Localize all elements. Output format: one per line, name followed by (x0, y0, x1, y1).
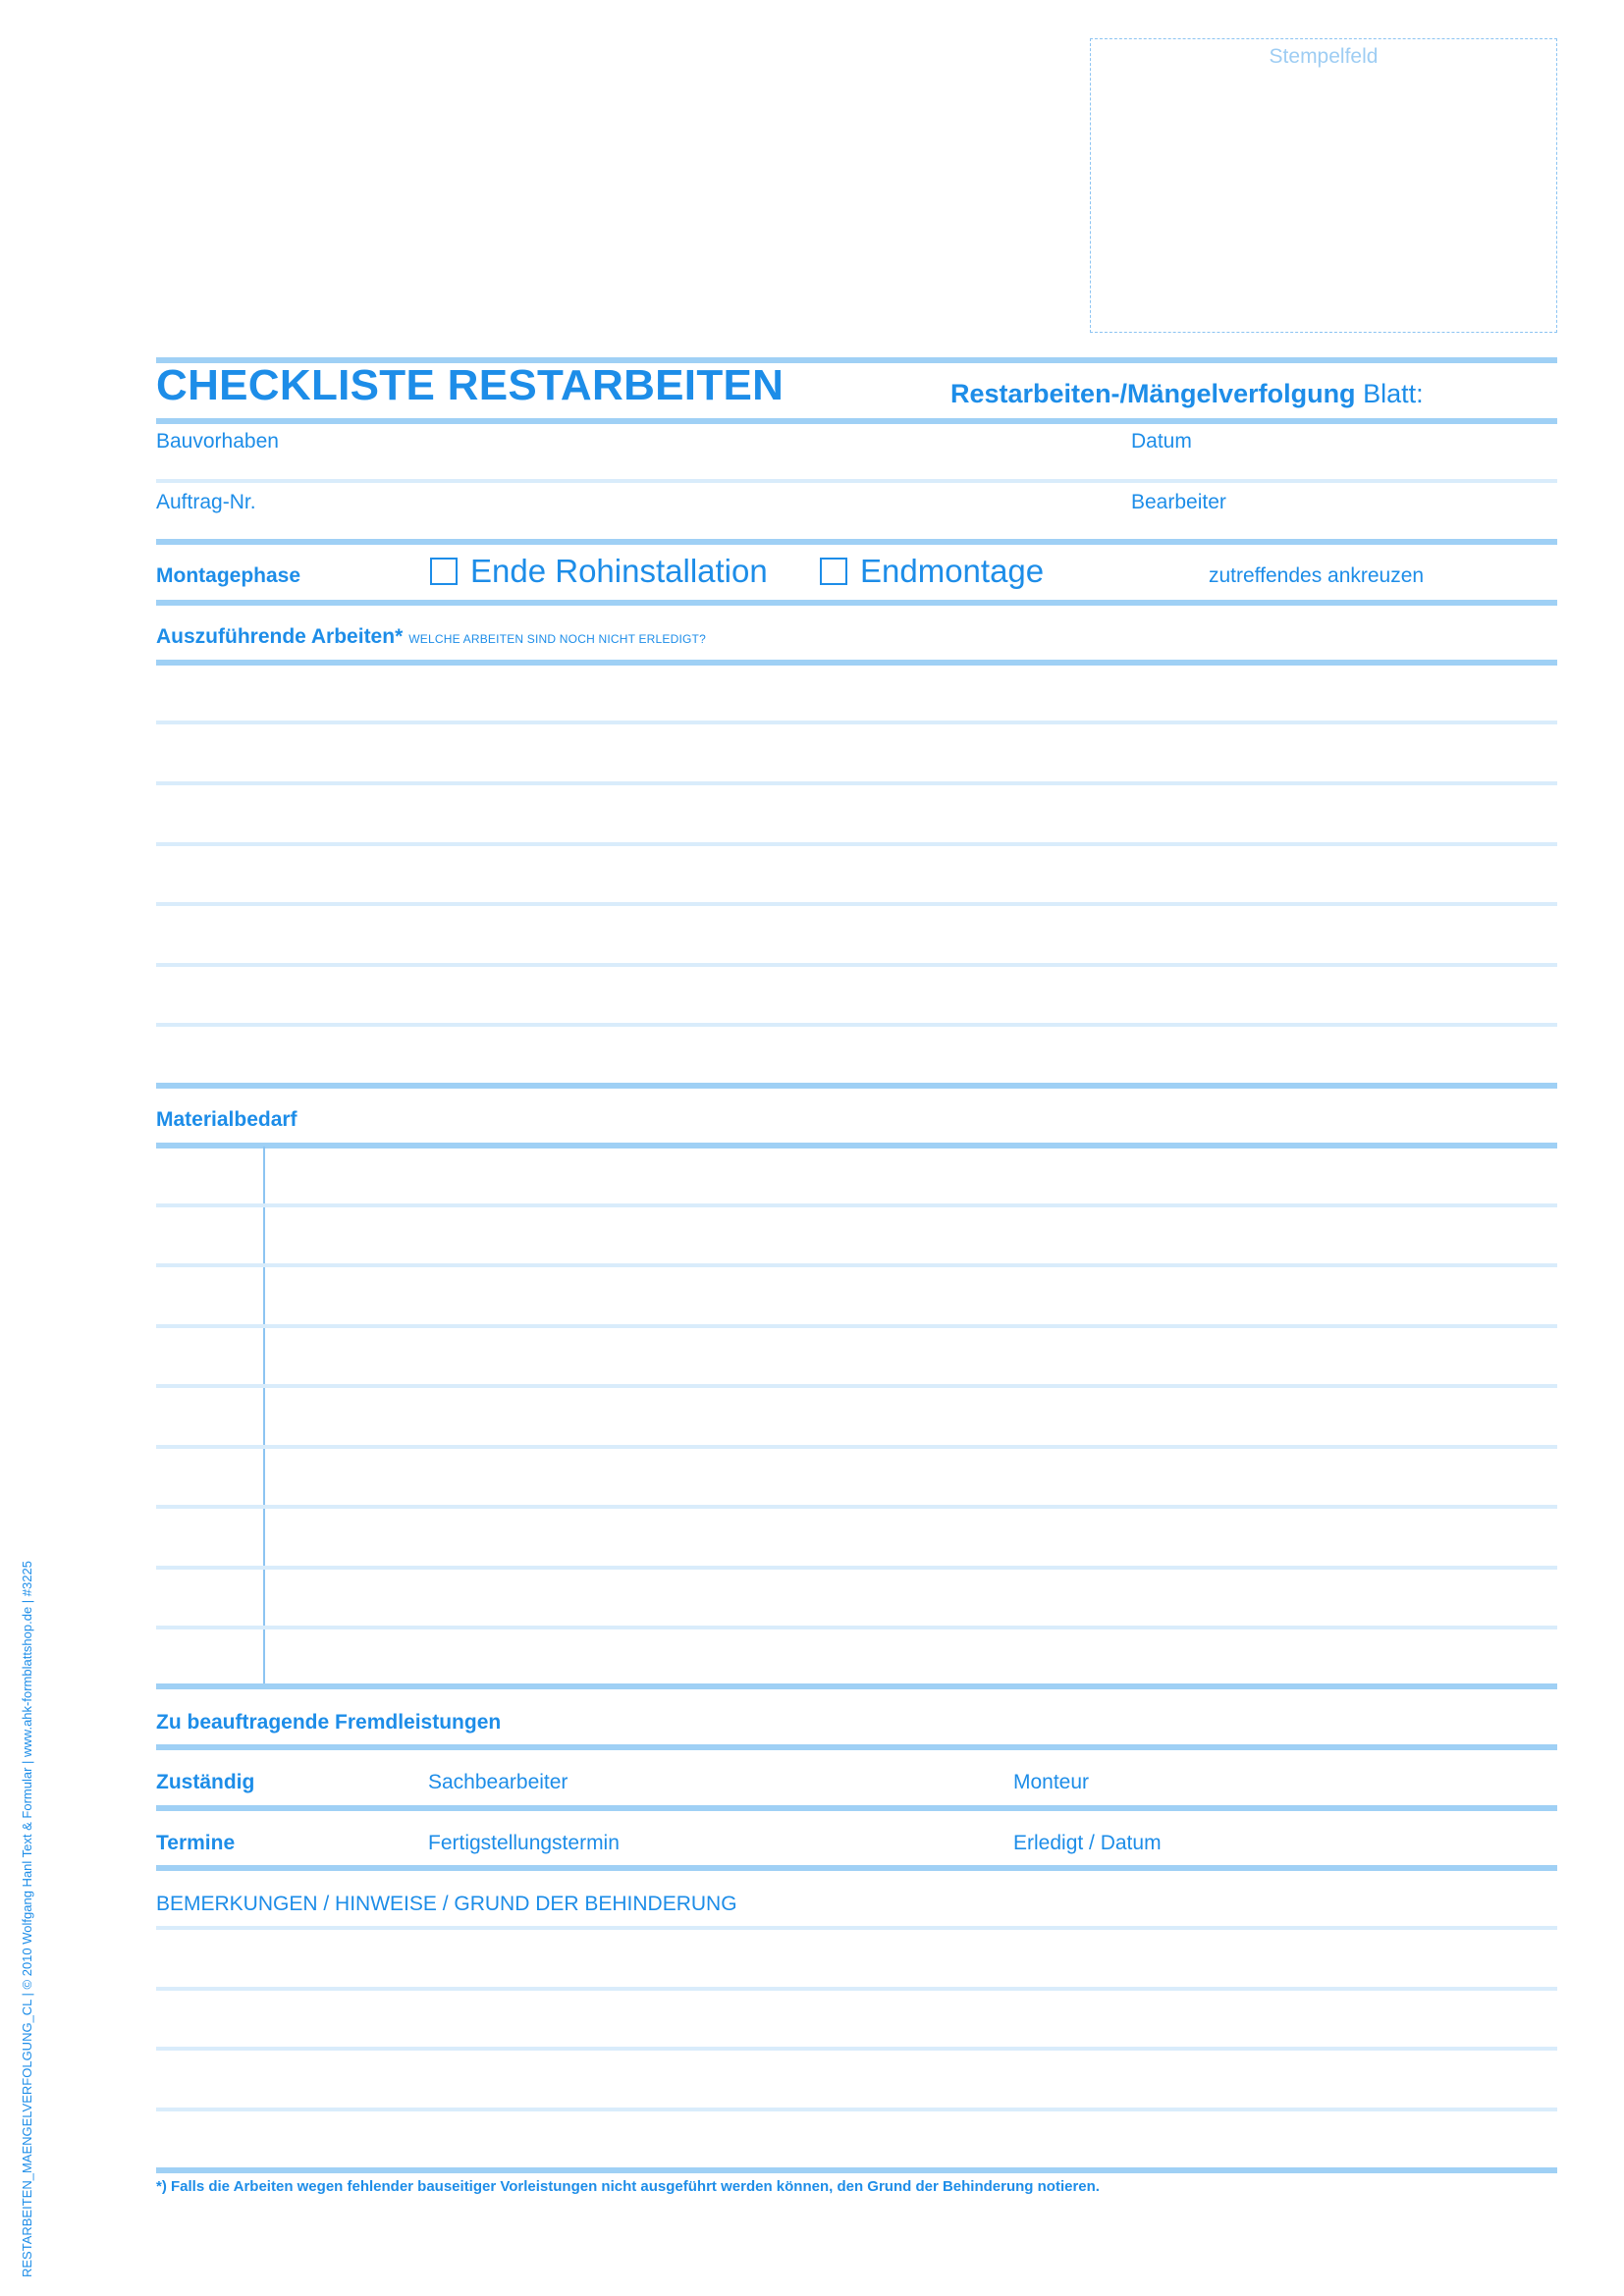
writing-line[interactable] (156, 1445, 1557, 1449)
divider (156, 660, 1557, 666)
arbeiten-sub: WELCHE ARBEITEN SIND NOCH NICHT ERLEDIGT? (408, 632, 706, 646)
montage-hint: zutreffendes ankreuzen (1209, 564, 1425, 587)
writing-line[interactable] (156, 963, 1557, 967)
bauvorhaben-label: Bauvorhaben (156, 430, 279, 453)
writing-line[interactable] (156, 1505, 1557, 1509)
divider (156, 539, 1557, 545)
arbeiten-title: Auszuführende Arbeiten* (156, 625, 404, 648)
bemerkungen-label: BEMERKUNGEN / HINWEISE / GRUND DER BEHINDERUNG (156, 1893, 737, 1915)
divider (156, 479, 1557, 483)
subtitle-blatt: Blatt: (1355, 379, 1424, 408)
divider (156, 1805, 1557, 1811)
side-credit: RESTARBEITEN_MAENGELVERFOLGUNG_CL | © 2010 Wolfgang Hanl Text & Formular | www.ahk-formblattshop.de | #3225 (20, 1561, 34, 2277)
stamp-label: Stempelfeld (1269, 45, 1379, 68)
writing-line[interactable] (156, 1926, 1557, 1930)
monteur-label: Monteur (1013, 1771, 1090, 1793)
auftrag-label: Auftrag-Nr. (156, 491, 256, 513)
divider (156, 1143, 1557, 1148)
writing-line[interactable] (156, 1023, 1557, 1027)
writing-line[interactable] (156, 1566, 1557, 1570)
form-subtitle (950, 379, 1424, 409)
footnote: *) Falls die Arbeiten wegen fehlender bauseitiger Vorleistungen nicht ausgeführt werden können, den Grund der Behinderung notieren. (156, 2178, 1100, 2195)
writing-line[interactable] (156, 1263, 1557, 1267)
writing-line[interactable] (156, 1203, 1557, 1207)
writing-line[interactable] (156, 1987, 1557, 1991)
sachbearbeiter-label: Sachbearbeiter (428, 1771, 568, 1793)
divider (156, 1683, 1557, 1689)
writing-line[interactable] (156, 842, 1557, 846)
writing-line[interactable] (156, 902, 1557, 906)
stamp-field (1090, 38, 1557, 333)
form-title: CHECKLISTE RESTARBEITEN (156, 361, 785, 409)
arbeiten-label (156, 625, 706, 649)
fremdleistungen-label: Zu beauftragende Fremdleistungen (156, 1711, 502, 1734)
materialbedarf-label: Materialbedarf (156, 1108, 298, 1131)
divider (156, 600, 1557, 606)
divider (156, 2167, 1557, 2173)
zustaendig-label: Zuständig (156, 1771, 255, 1793)
option-ende-rohinstallation[interactable] (430, 553, 768, 590)
datum-label: Datum (1131, 430, 1192, 453)
writing-line[interactable] (156, 781, 1557, 785)
divider (156, 418, 1557, 424)
subtitle-bold: Restarbeiten-/Mängelverfolgung (950, 379, 1356, 408)
erledigt-datum-label: Erledigt / Datum (1013, 1832, 1162, 1854)
writing-line[interactable] (156, 1324, 1557, 1328)
bearbeiter-label: Bearbeiter (1131, 491, 1226, 513)
writing-line[interactable] (156, 1384, 1557, 1388)
writing-line[interactable] (156, 1626, 1557, 1629)
option-rohinstallation-label: Ende Rohinstallation (470, 553, 768, 589)
checkbox-rohinstallation[interactable] (430, 558, 458, 585)
writing-line[interactable] (156, 721, 1557, 724)
checkbox-endmontage[interactable] (820, 558, 847, 585)
material-column-divider (263, 1147, 265, 1683)
fertigstellungstermin-label: Fertigstellungstermin (428, 1832, 620, 1854)
montagephase-label: Montagephase (156, 564, 301, 587)
termine-label: Termine (156, 1832, 236, 1854)
option-endmontage[interactable] (820, 553, 1044, 590)
option-endmontage-label: Endmontage (860, 553, 1045, 589)
writing-line[interactable] (156, 2108, 1557, 2111)
divider (156, 1744, 1557, 1750)
divider (156, 1865, 1557, 1871)
writing-line[interactable] (156, 2047, 1557, 2051)
divider (156, 1083, 1557, 1089)
